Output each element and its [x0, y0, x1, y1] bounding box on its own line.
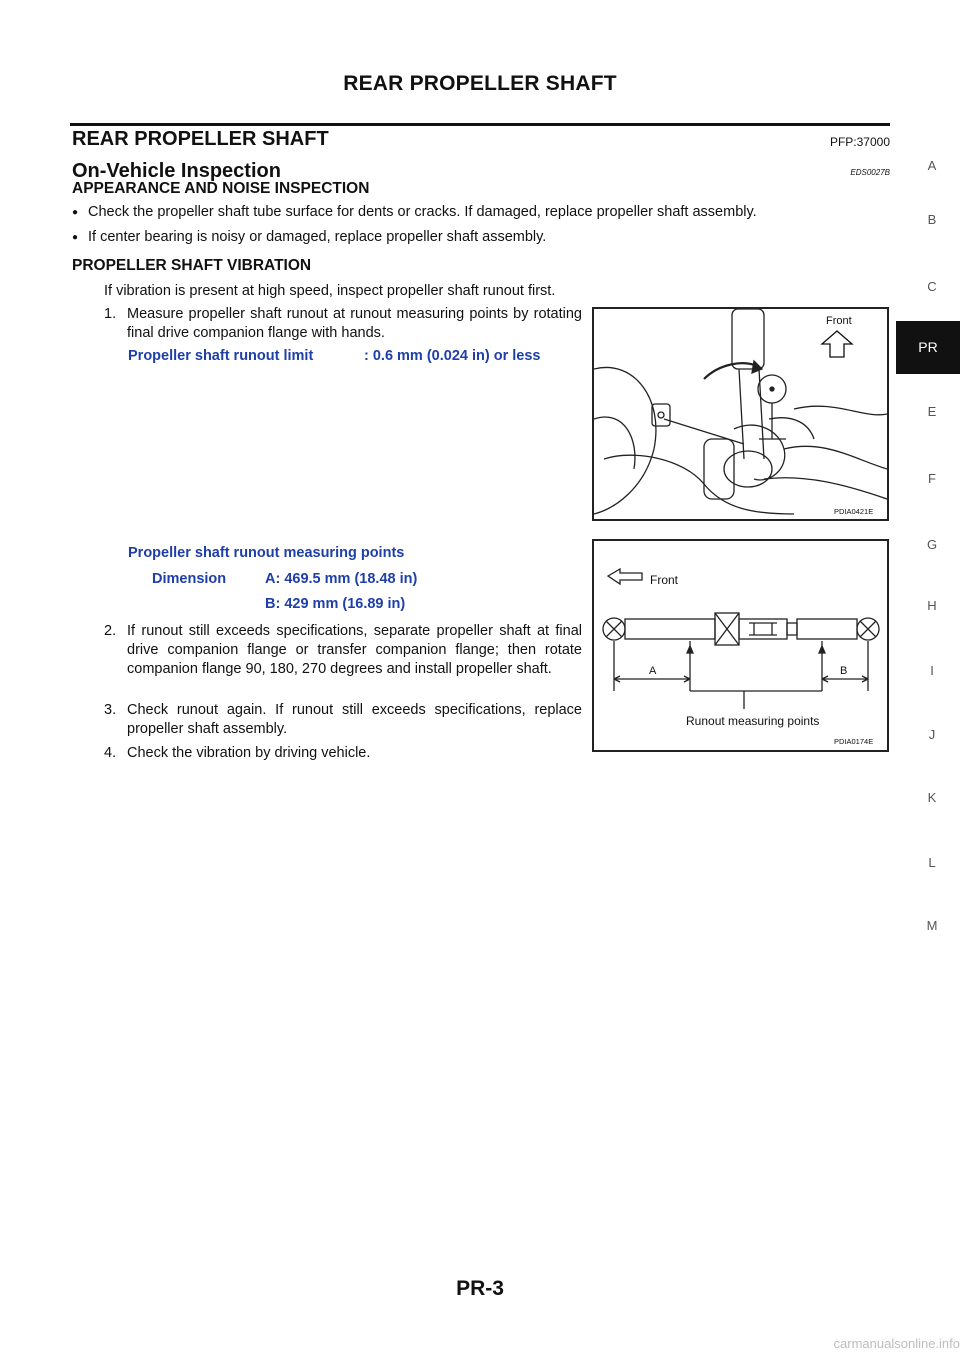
- side-index-a[interactable]: A: [927, 158, 937, 173]
- side-index-l[interactable]: L: [928, 855, 936, 870]
- side-index-i[interactable]: I: [930, 663, 934, 678]
- side-index-e[interactable]: E: [927, 404, 937, 419]
- side-index-b[interactable]: B: [927, 212, 937, 227]
- page-header-title: REAR PROPELLER SHAFT: [343, 72, 617, 95]
- front-arrow-icon: [608, 569, 642, 584]
- watermark: carmanualsonline.info: [833, 1336, 960, 1351]
- subsection-code: EDS0027B: [850, 168, 890, 177]
- figure-runout-points: [592, 539, 889, 752]
- runout-limit-label: Propeller shaft runout limit: [128, 348, 314, 364]
- side-index-j[interactable]: J: [928, 727, 936, 742]
- header-rule: [70, 123, 890, 126]
- step-4: 4. Check the vibration by driving vehicle.: [104, 745, 371, 761]
- side-index-m[interactable]: M: [926, 918, 938, 933]
- dimension-a: A: 469.5 mm (18.48 in): [265, 571, 418, 587]
- bullet-icon: ●: [72, 207, 79, 218]
- figure2-id: PDIA0174E: [834, 737, 874, 746]
- figure-runout-measurement: [592, 307, 889, 521]
- section-title: REAR PROPELLER SHAFT: [72, 128, 329, 150]
- measuring-points-label: Propeller shaft runout measuring points: [128, 545, 405, 561]
- side-index-c[interactable]: C: [927, 279, 937, 294]
- figure2-label-b: B: [840, 665, 848, 677]
- front-arrow-icon: [822, 331, 852, 357]
- vibration-intro: If vibration is present at high speed, inspect propeller shaft runout first.: [104, 283, 556, 299]
- page-number: PR-3: [456, 1277, 504, 1300]
- runout-limit-value: : 0.6 mm (0.024 in) or less: [364, 348, 541, 364]
- figure2-label-a: A: [649, 665, 657, 677]
- appearance-heading: APPEARANCE AND NOISE INSPECTION: [72, 180, 370, 197]
- figure1-front-label: Front: [826, 315, 852, 327]
- figure1-id: PDIA0421E: [834, 507, 874, 516]
- side-index-k[interactable]: K: [927, 790, 937, 805]
- side-index-f[interactable]: F: [928, 471, 936, 486]
- runout-measurement-illustration: [594, 309, 887, 519]
- bullet-icon: ●: [72, 232, 79, 243]
- dimension-label: Dimension: [152, 571, 227, 587]
- section-code: PFP:37000: [829, 135, 890, 149]
- step-1: 1. Measure propeller shaft runout at runout measuring points by rotating final drive companion flange with hands.: [104, 306, 582, 341]
- step-3: 3. Check runout again. If runout still exceeds specifications, replace propeller shaft assembly.: [104, 702, 582, 737]
- step-2: 2. If runout still exceeds specifications, separate propeller shaft at final drive companion flange or transfer companion flange; then rotate companion flange 90, 180, 270 degrees and install propeller shaft.: [104, 623, 582, 677]
- figure2-front-label: Front: [650, 573, 679, 587]
- subsection-title: On-Vehicle Inspection: [72, 160, 281, 182]
- side-index-g[interactable]: G: [926, 537, 938, 552]
- dimension-b: B: 429 mm (16.89 in): [265, 596, 406, 612]
- side-index-h[interactable]: H: [927, 598, 937, 613]
- side-index-pr-active[interactable]: PR: [896, 321, 960, 374]
- figure2-caption: Runout measuring points: [686, 714, 820, 728]
- appearance-bullet-2: ● If center bearing is noisy or damaged, replace propeller shaft assembly.: [72, 229, 547, 245]
- vibration-heading: PROPELLER SHAFT VIBRATION: [72, 257, 312, 274]
- appearance-bullet-1: ● Check the propeller shaft tube surface for dents or cracks. If damaged, replace propeller shaft assembly.: [72, 204, 757, 220]
- runout-points-diagram: [594, 541, 887, 750]
